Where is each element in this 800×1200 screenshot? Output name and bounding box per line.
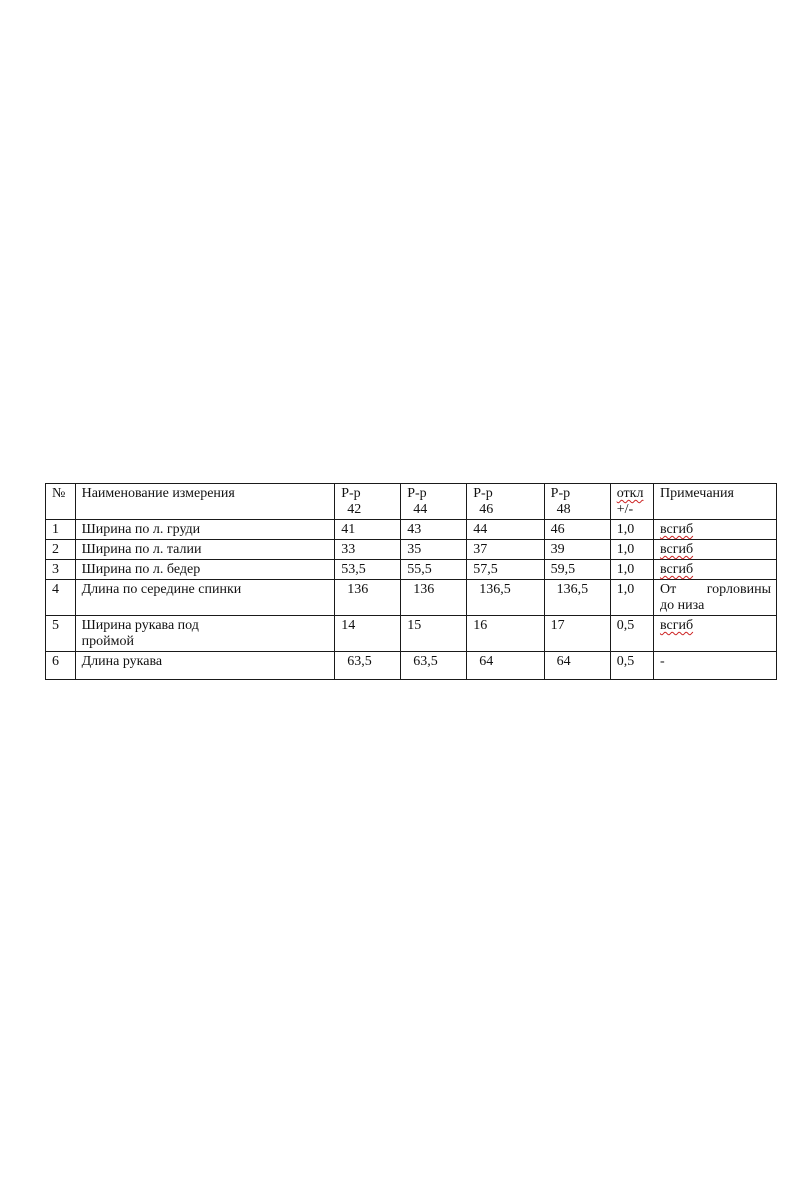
table-row (46, 540, 777, 560)
row-size-48: 59,5 (544, 560, 610, 580)
row-size-48: 39 (544, 540, 610, 560)
row-note: всгиб (653, 616, 776, 652)
row-measurement-name: Ширина по л. талии (75, 540, 335, 560)
row-note: всгиб (653, 520, 776, 540)
table-row (46, 560, 777, 580)
row-measurement-name: Длина по середине спинки (75, 580, 335, 616)
row-size-44: 63,5 (401, 652, 467, 680)
row-size-46: 136,5 (467, 580, 544, 616)
row-size-46: 44 (467, 520, 544, 540)
row-size-44: 55,5 (401, 560, 467, 580)
row-size-42: 63,5 (335, 652, 401, 680)
table-row (46, 520, 777, 540)
row-deviation: 0,5 (610, 616, 653, 652)
row-number: 5 (46, 616, 76, 652)
row-number: 4 (46, 580, 76, 616)
row-size-48: 17 (544, 616, 610, 652)
row-size-42: 33 (335, 540, 401, 560)
header-number: № (46, 484, 76, 520)
row-size-44: 136 (401, 580, 467, 616)
row-size-44: 35 (401, 540, 467, 560)
header-notes: Примечания (653, 484, 776, 520)
row-note: всгиб (653, 560, 776, 580)
measurements-table (45, 483, 777, 680)
table-header-row (46, 484, 777, 520)
row-size-42: 14 (335, 616, 401, 652)
row-measurement-name: Ширина по л. груди (75, 520, 335, 540)
row-size-48: 64 (544, 652, 610, 680)
row-deviation: 1,0 (610, 580, 653, 616)
row-measurement-name: Длина рукава (75, 652, 335, 680)
row-size-48: 136,5 (544, 580, 610, 616)
header-size-42: Р-р 42 (335, 484, 401, 520)
row-size-46: 64 (467, 652, 544, 680)
row-size-44: 15 (401, 616, 467, 652)
row-size-46: 57,5 (467, 560, 544, 580)
row-measurement-name: Ширина рукава под проймой (75, 616, 335, 652)
row-size-44: 43 (401, 520, 467, 540)
row-size-46: 16 (467, 616, 544, 652)
row-size-42: 136 (335, 580, 401, 616)
row-deviation: 0,5 (610, 652, 653, 680)
row-number: 2 (46, 540, 76, 560)
row-size-46: 37 (467, 540, 544, 560)
table-row (46, 652, 777, 680)
row-number: 3 (46, 560, 76, 580)
row-note: всгиб (653, 540, 776, 560)
header-size-44: Р-р 44 (401, 484, 467, 520)
row-size-42: 41 (335, 520, 401, 540)
row-deviation: 1,0 (610, 560, 653, 580)
row-deviation: 1,0 (610, 520, 653, 540)
row-number: 1 (46, 520, 76, 540)
table-row (46, 580, 777, 616)
row-note: - (653, 652, 776, 680)
header-size-48: Р-р 48 (544, 484, 610, 520)
row-size-48: 46 (544, 520, 610, 540)
header-deviation: откл +/- (610, 484, 653, 520)
row-size-42: 53,5 (335, 560, 401, 580)
row-number: 6 (46, 652, 76, 680)
header-size-46: Р-р 46 (467, 484, 544, 520)
table-row (46, 616, 777, 652)
row-deviation: 1,0 (610, 540, 653, 560)
header-measurement-name: Наименование измерения (75, 484, 335, 520)
row-note: От горловины до низа (653, 580, 776, 616)
row-measurement-name: Ширина по л. бедер (75, 560, 335, 580)
